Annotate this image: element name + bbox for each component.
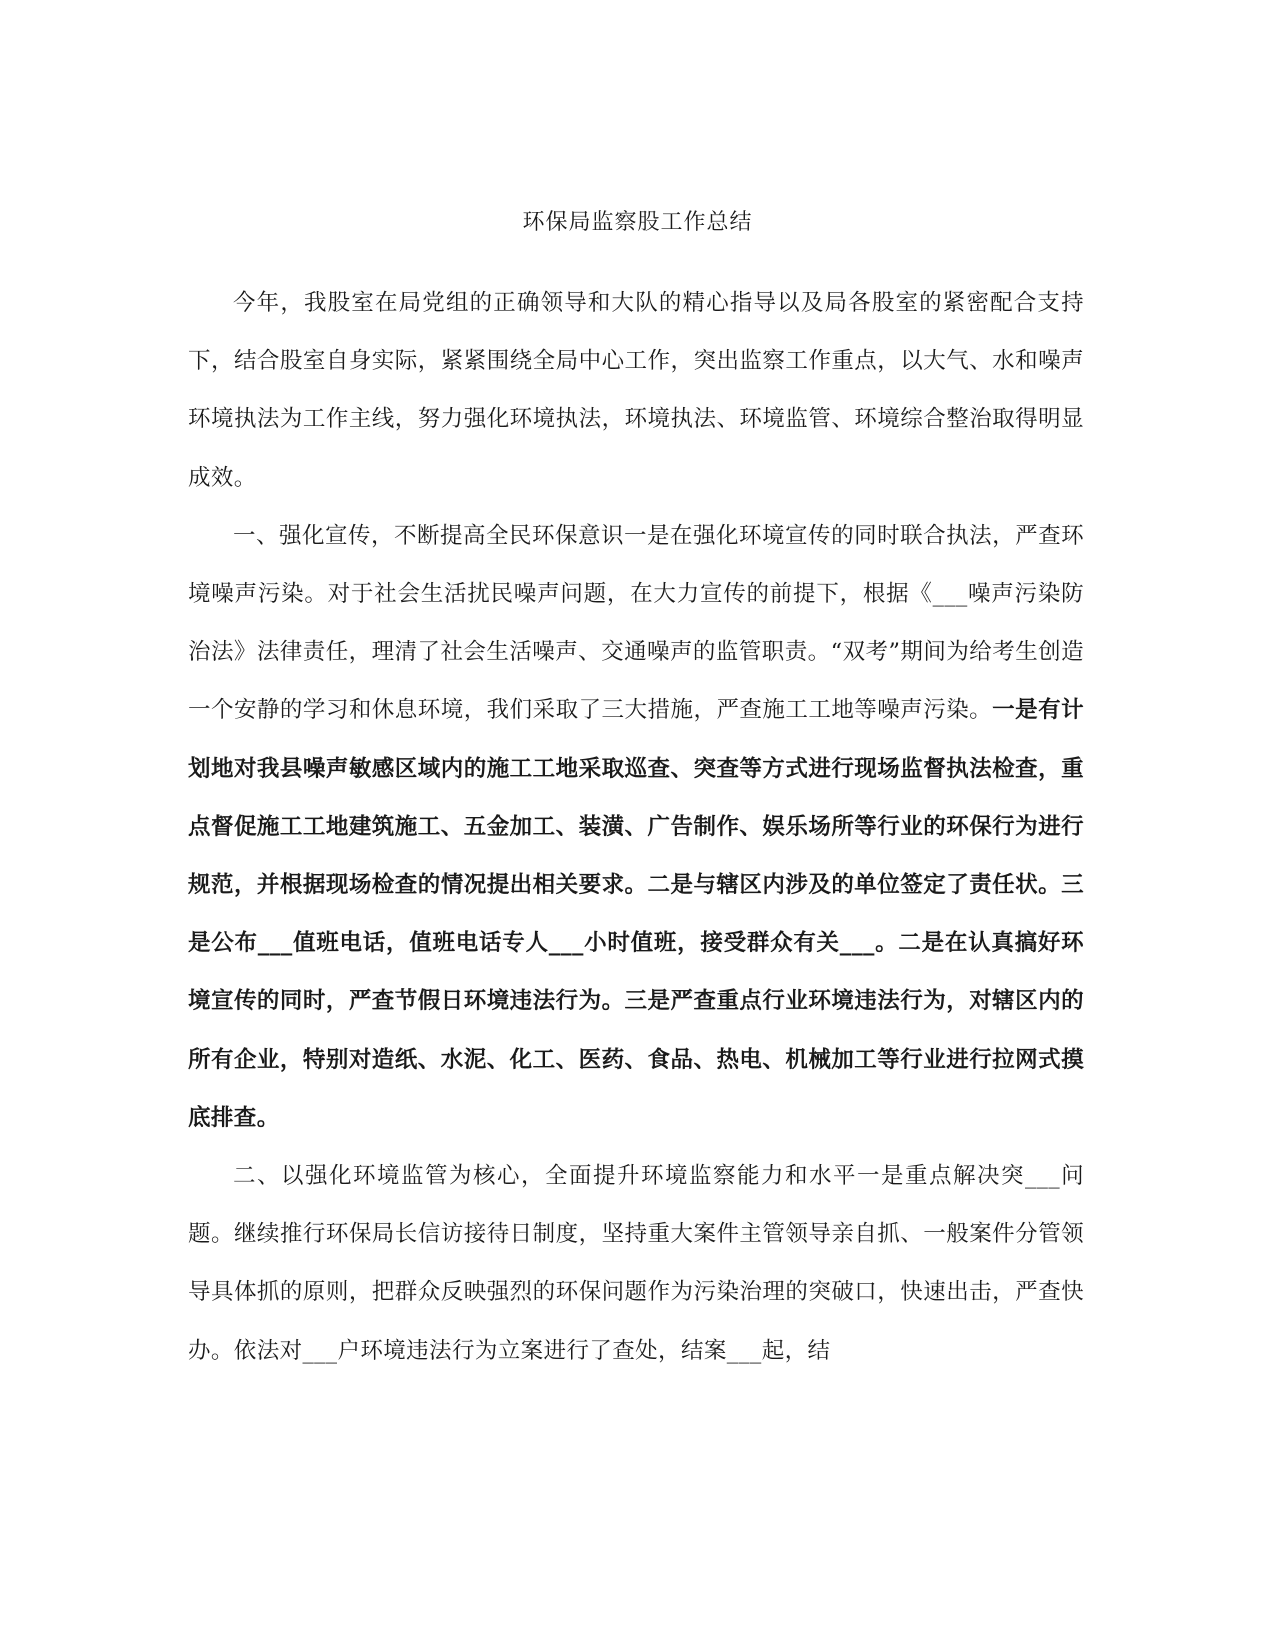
paragraph-section-one — [188, 507, 1084, 1147]
paragraph-intro-text: 今年，我股室在局党组的正确领导和大队的精心指导以及局各股室的紧密配合支持下，结合股室自身实际，紧紧围绕全局中心工作，突出监察工作重点，以大气、水和噪声环境执法为工作主线，努力强化环境执法，环境执法、环境监管、环境综合整治取得明显成效。 — [188, 290, 1084, 491]
document-body — [188, 274, 1084, 1380]
paragraph-intro — [188, 274, 1084, 507]
paragraph-section-one-text: 一、强化宣传，不断提高全民环保意识一是在强化环境宣传的同时联合执法，严查环境噪声污染。对于社会生活扰民噪声问题，在大力宣传的前提下，根据《___噪声污染防治法》法律责任，理清了社会生活噪声、交通噪声的监管职责。“双考”期间为给考生创造一个安静的学习和休息环境，我们采取了三大措施，严查施工工地等噪声污染。 — [188, 522, 1084, 724]
paragraph-section-two-text: 二、以强化环境监管为核心，全面提升环境监察能力和水平一是重点解决突___问题。继续推行环保局长信访接待日制度，坚持重大案件主管领导亲自抓、一般案件分管领导具体抓的原则，把群众反映强烈的环保问题作为污染治理的突破口，快速出击，严查快办。依法对___户环境违法行为立案进行了查处，结案___起，结 — [188, 1163, 1084, 1364]
paragraph-section-one-bold-text: 一是有计划地对我县噪声敏感区域内的施工工地采取巡查、突查等方式进行现场监督执法检查，重点督促施工工地建筑施工、五金加工、装潢、广告制作、娱乐场所等行业的环保行为进行规范，并根据现场检查的情况提出相关要求。二是与辖区内涉及的单位签定了责任状。三是公布___值班电话，值班电话专人___小时值班，接受群众有关___。二是在认真搞好环境宣传的同时，严查节假日环境违法行为。三是严查重点行业环境违法行为，对辖区内的所有企业，特别对造纸、水泥、化工、医药、食品、热电、机械加工等行业进行拉网式摸底排查。 — [188, 697, 1084, 1131]
document-title: 环保局监察股工作总结 — [522, 210, 753, 235]
paragraph-section-two — [188, 1147, 1084, 1380]
